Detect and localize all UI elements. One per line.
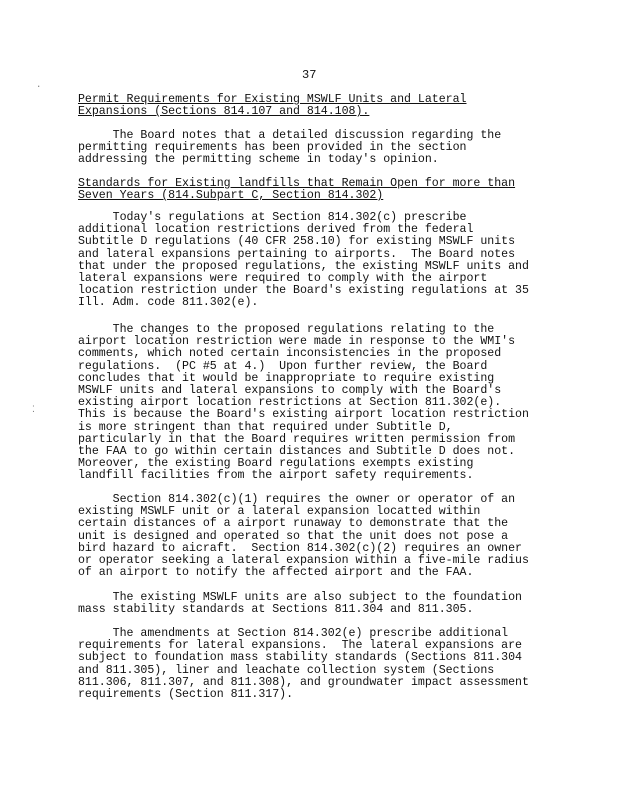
text-line: addressing the permitting scheme in today's opinion. xyxy=(78,153,439,167)
text-line: The changes to the proposed regulations relating to the xyxy=(78,323,495,336)
text-line: certain distances of a airport runaway to demonstrate that the xyxy=(78,517,509,531)
scan-speck: · xyxy=(36,82,42,92)
text-line: Moreover, the existing Board regulations exempts existing xyxy=(78,457,474,471)
scan-speck: ⁚ xyxy=(32,405,35,415)
text-line: Seven Years (814.Subpart C, Section 814.302) xyxy=(78,189,384,203)
paragraph xyxy=(78,212,529,310)
text-line: comments, which noted certain inconsistencies in the proposed xyxy=(78,347,502,361)
text-line: Today's regulations at Section 814.302(c) prescribe xyxy=(78,211,467,224)
text-line: requirements for lateral expansions. The lateral expansions are xyxy=(78,639,522,653)
text-line: or operator seeking a lateral expansion within a five-mile radius xyxy=(78,554,529,568)
text-line: Ill. Adm. code 811.302(e). xyxy=(78,296,259,310)
page-number: 37 xyxy=(302,68,317,82)
text-line: location restriction under the Board's existing regulations at 35 xyxy=(78,284,529,298)
text-line: 811.306, 811.307, and 811.308), and groundwater impact assessment xyxy=(78,675,529,689)
text-line: This is because the Board's existing airport location restriction xyxy=(78,408,529,422)
text-line: existing airport location restrictions at Section 811.302(e). xyxy=(78,396,502,410)
text-line: bird hazard to aicraft. Section 814.302(c)(2) requires an owner xyxy=(78,541,522,555)
text-line: lateral expansions were required to comply with the airport xyxy=(78,272,488,286)
paragraph xyxy=(78,628,529,701)
text-line: of an airport to notify the affected airport and the FAA. xyxy=(78,566,474,580)
section-heading xyxy=(78,94,467,118)
text-line: mass stability standards at Sections 811.304 and 811.305. xyxy=(78,603,474,617)
text-line: additional location restrictions derived from the federal xyxy=(78,223,474,237)
text-line: and lateral expansions pertaining to airports. The Board notes xyxy=(78,247,516,261)
text-line: The existing MSWLF units are also subject to the foundation xyxy=(78,591,522,604)
text-line: is more stringent than that required under Subtitle D, xyxy=(78,420,453,434)
text-line: The Board notes that a detailed discussion regarding the xyxy=(78,129,502,142)
text-line: permitting requirements has been provided in the section xyxy=(78,141,467,155)
text-line: Standards for Existing landfills that Remain Open for more than xyxy=(78,177,516,190)
paragraph xyxy=(78,494,529,579)
paragraph xyxy=(78,324,529,483)
text-line: the FAA to go within certain distances and Subtitle D does not. xyxy=(78,445,516,459)
text-line: landfill facilities from the airport safety requirements. xyxy=(78,469,474,483)
text-line: The amendments at Section 814.302(e) prescribe additional xyxy=(78,627,509,640)
text-line: Section 814.302(c)(1) requires the owner or operator of an xyxy=(78,493,516,506)
text-line: that under the proposed regulations, the existing MSWLF units and xyxy=(78,259,529,273)
paragraph xyxy=(78,592,522,616)
text-line: particularly in that the Board requires written permission from xyxy=(78,432,516,446)
text-line: Permit Requirements for Existing MSWLF Units and Lateral xyxy=(78,93,467,106)
text-line: unit is designed and operated so that the unit does not pose a xyxy=(78,529,509,543)
text-line: Expansions (Sections 814.107 and 814.108). xyxy=(78,105,370,119)
text-line: existing MSWLF unit or a lateral expansion locatted within xyxy=(78,505,481,519)
text-line: requirements (Section 811.317). xyxy=(78,688,294,702)
section-heading xyxy=(78,178,515,202)
paragraph xyxy=(78,130,501,167)
text-line: and 811.305), liner and leachate collection system (Sections xyxy=(78,663,495,677)
text-line: Subtitle D regulations (40 CFR 258.10) for existing MSWLF units xyxy=(78,235,516,249)
text-line: MSWLF units and lateral expansions to comply with the Board's xyxy=(78,384,502,398)
text-line: concludes that it would be inappropriate to require existing xyxy=(78,371,495,385)
text-line: regulations. (PC #5 at 4.) Upon further review, the Board xyxy=(78,359,488,373)
text-line: subject to foundation mass stability standards (Sections 811.304 xyxy=(78,651,522,665)
text-line: airport location restriction were made in response to the WMI's xyxy=(78,335,516,349)
